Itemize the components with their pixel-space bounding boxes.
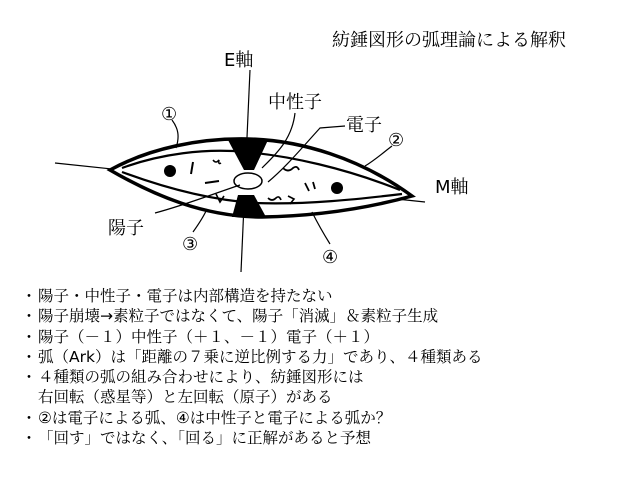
bullet-mark: ・ [21,327,37,346]
bullet-item-5-continued [20,387,620,407]
arc-2-label: ② [388,130,405,151]
bullet-mark: ・ [21,307,37,326]
bullet-mark: ・ [21,429,37,448]
bullet-item-1 [20,286,620,306]
bullet-item-6 [20,408,620,428]
bullet-line: ②は電子による弧、④は中性子と電子による弧か？ [38,408,392,427]
bullet-item-7 [20,428,620,448]
bullet-mark: ・ [21,287,37,305]
bullet-line: 陽子・中性子・電子は内部構造を持たない [38,287,333,305]
center-ellipse [234,173,262,189]
bullet-line: ４種類の弧の組み合わせにより、紡錘図形には [38,368,364,387]
arc-4-label: ④ [322,247,339,268]
arc-1-label: ① [161,104,178,125]
bullet-text [38,327,379,347]
bullet-text [38,306,438,326]
neutron-label: 中性子 [268,92,322,113]
electron-label: 電子 [346,115,382,136]
bullet-mark: ・ [21,408,37,427]
bullet-text [38,367,364,387]
slide-title: 紡錘図形の弧理論による解釈 [332,30,566,51]
leader-arc-3 [193,209,207,232]
bullet-text [38,347,482,367]
bullet-text [38,286,333,306]
bullet-item-5 [20,367,620,387]
bullet-item-4 [20,347,620,367]
proton-label: 陽子 [108,218,144,239]
bullet-line: 陽子崩壊→素粒子ではなくて、陽子「消滅」＆素粒子生成 [38,307,439,326]
left-dot [164,165,176,177]
bullet-line: 「回す」ではなく、「回る」に正解があると予想 [38,429,371,448]
bullet-line: 陽子（－１）中性子（＋１、－１）電子（＋１） [38,327,380,346]
bullet-item-3 [20,327,620,347]
bullet-item-2 [20,306,620,326]
bullet-text [38,408,391,428]
bullet-list [20,286,620,448]
right-dot [331,182,343,194]
bullet-line-continuation: 右回転（惑星等）と左回転（原子）がある [38,388,333,407]
e-axis-label: E軸 [224,50,254,71]
bullet-text [38,428,371,448]
arc-3-label: ③ [182,234,199,255]
bullet-mark: ・ [21,368,37,387]
leader-arc-4 [312,212,330,244]
bullet-line: 弧（Ark）は「距離の７乗に逆比例する力」であり、４種類ある [38,347,483,366]
bullet-mark: ・ [21,347,37,366]
m-axis-label: M軸 [435,177,469,198]
